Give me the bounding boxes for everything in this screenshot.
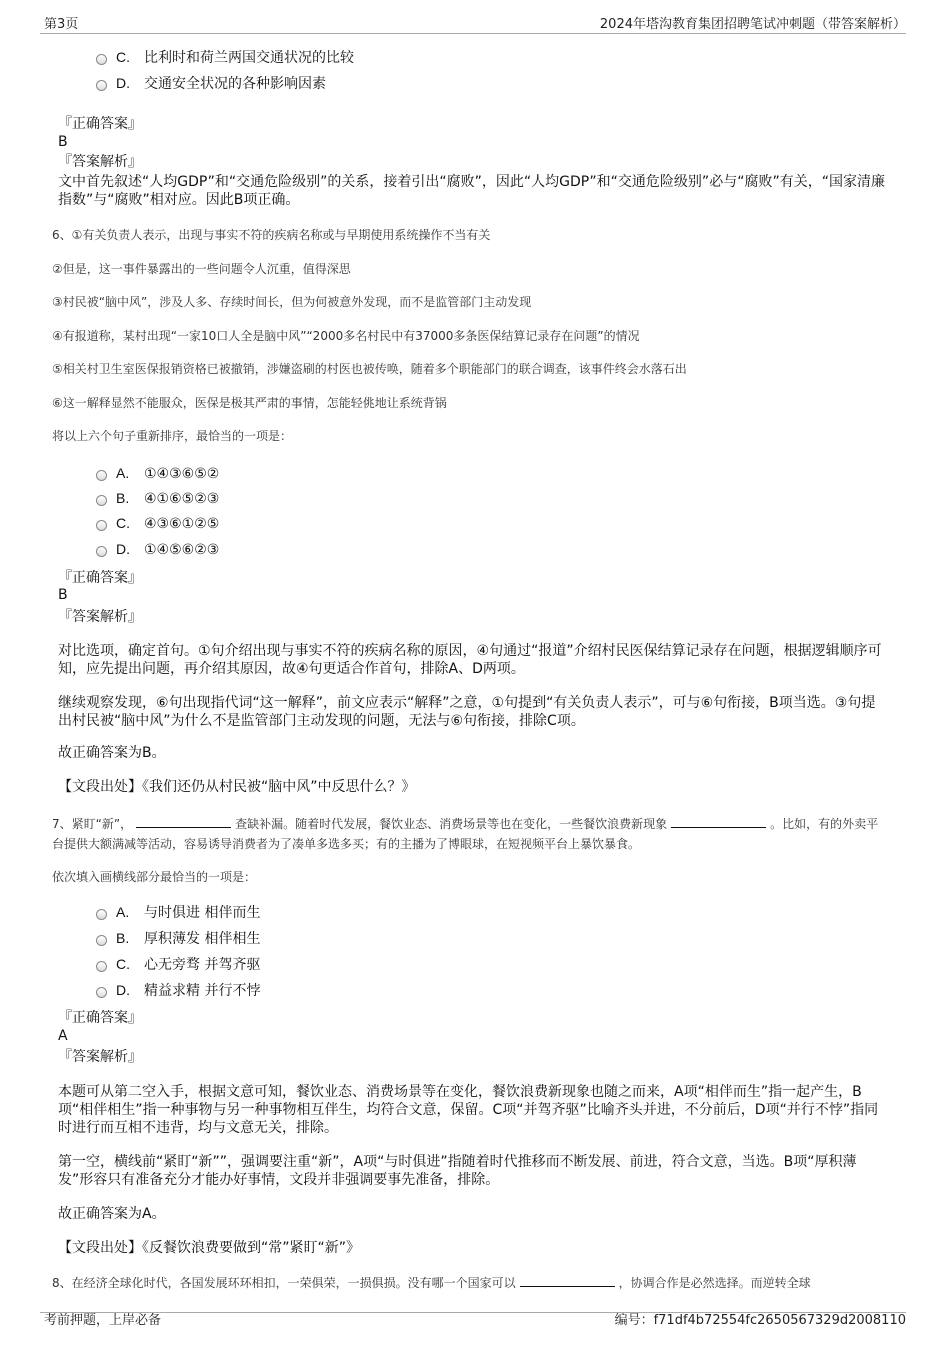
answer-label: 『正确答案』 (58, 116, 142, 132)
option-text: 比利时和荷兰两国交通状况的比较 (144, 50, 354, 66)
q7-prompt: 依次填入画横线部分最恰当的一项是： (52, 870, 257, 884)
option-text: 厚积薄发 相伴相生 (144, 931, 261, 947)
q7-option-a[interactable] (96, 903, 260, 922)
q6-sentence-2: ②但是，这一事件暴露出的一些问题令人沉重，值得深思 (52, 262, 351, 276)
document-code: 编号：f71df4b72554fc2650567329d2008110 (614, 1313, 906, 1328)
q6-prompt: 将以上六个句子重新排序，最恰当的一项是： (52, 429, 293, 443)
q6-sentence-5: ⑤相关村卫生室医保报销资格已被撤销，涉嫌盗刷的村医也被传唤，随着多个职能部门的联合调查，该事件终会水落石出 (52, 362, 687, 376)
q8-stem (52, 1274, 811, 1292)
fill-blank (136, 815, 231, 828)
fill-blank (671, 815, 766, 828)
stem-text: 7、紧盯“新”， (52, 817, 133, 831)
radio-icon[interactable] (96, 495, 107, 506)
option-text: 心无旁骛 并驾齐驱 (144, 957, 261, 973)
radio-icon[interactable] (96, 80, 107, 91)
q6-option-c[interactable] (96, 514, 219, 533)
q7-option-b[interactable] (96, 929, 260, 948)
radio-icon[interactable] (96, 961, 107, 972)
stem-text: 查缺补漏。随着时代发展，餐饮业态、消费场景等也在变化，一些餐饮浪费新现象 (235, 817, 668, 831)
option-letter: D. (116, 982, 130, 998)
option-letter: C. (116, 49, 130, 65)
header-divider (40, 33, 906, 34)
option-letter: D. (116, 75, 130, 91)
analysis-label: 『答案解析』 (58, 1049, 142, 1065)
q6-sentence-6: ⑥这一解释显然不能服众，医保是极其严肃的事情，怎能轻佻地让系统背锅 (52, 396, 447, 410)
stem-text: ，协调合作是必然选择。而逆转全球 (618, 1276, 811, 1290)
analysis-paragraph-3: 故正确答案为A。 (58, 1206, 166, 1222)
radio-icon[interactable] (96, 470, 107, 481)
option-letter: A. (116, 904, 130, 920)
option-letter: A. (116, 465, 130, 481)
option-letter: C. (116, 515, 130, 531)
answer-value: B (58, 587, 68, 603)
footer-slogan: 考前押题，上岸必备 (44, 1313, 162, 1328)
analysis-paragraph-2: 第一空，横线前“紧盯“新””，强调要注重“新”，A项“与时俱进”指随着时代推移而不断发展、前进，符合文意，当选。B项“厚积薄发”形容只有准备充分才能办好事情，文段并非强调要事先准备，排除。 (58, 1154, 857, 1188)
option-text: ①④⑤⑥②③ (144, 542, 220, 558)
answer-label: 『正确答案』 (58, 570, 142, 586)
q6-sentence-1: 6、①有关负责人表示，出现与事实不符的疾病名称或与早期使用系统操作不当有关 (52, 228, 491, 242)
analysis-paragraph-1: 对比选项，确定首句。①句介绍出现与事实不符的疾病名称的原因，④句通过“报道”介绍村民医保结算记录存在问题，根据逻辑顺序可知，应先提出问题，再介绍其原因，故④句更适合作首句，排除A、D两项。 (58, 643, 882, 677)
option-letter: B. (116, 490, 130, 506)
analysis-text: 文中首先叙述“人均GDP”和“交通危险级别”的关系，接着引出“腐败”，因此“人均GDP”和“交通危险级别”必与“腐败”有关，“国家清廉指数”与“腐败”相对应。因此B项正确。 (58, 174, 885, 208)
option-text: ④③⑥①②⑤ (144, 516, 220, 532)
option-text: ①④③⑥⑤② (144, 466, 220, 482)
q6-option-a[interactable] (96, 464, 219, 483)
source-citation: 【文段出处】《反餐饮浪费要做到“常”紧盯“新”》 (58, 1240, 361, 1256)
analysis-paragraph-2: 继续观察发现，⑥句出现指代词“这一解释”，前文应表示“解释”之意，①句提到“有关负责人表示”，可与⑥句衔接，B项当选。③句提出村民被“脑中风”为什么不是监管部门主动发现的问题，无法与⑥句衔接，排除C项。 (58, 695, 876, 729)
radio-icon[interactable] (96, 54, 107, 65)
answer-value: A (58, 1028, 68, 1044)
analysis-paragraph-1: 本题可从第二空入手，根据文意可知，餐饮业态、消费场景等在变化，餐饮浪费新现象也随之而来，A项“相伴而生”指一起产生，B项“相伴相生”指一种事物与另一种事物相互伴生，均符合文意，保留。C项“并驾齐驱”比喻齐头并进，不分前后，D项“并行不悖”指同时进行而互相不违背，均与文意无关，排除。 (58, 1084, 879, 1136)
q5-option-d[interactable] (96, 74, 326, 93)
option-text: 精益求精 并行不悖 (144, 983, 261, 999)
option-letter: B. (116, 930, 130, 946)
fill-blank (520, 1274, 615, 1287)
q7-stem (52, 814, 882, 854)
radio-icon[interactable] (96, 987, 107, 998)
q6-sentence-4: ④有报道称，某村出现“一家10口人全是脑中风”“2000多名村民中有37000多条医保结算记录存在问题”的情况 (52, 329, 640, 343)
option-letter: D. (116, 541, 130, 557)
option-text: 交通安全状况的各种影响因素 (144, 76, 326, 92)
q7-option-c[interactable] (96, 955, 260, 974)
document-title: 2024年塔沟教育集团招聘笔试冲刺题（带答案解析） (599, 17, 906, 32)
q6-option-b[interactable] (96, 489, 219, 508)
q7-option-d[interactable] (96, 981, 260, 1000)
option-text: ④①⑥⑤②③ (144, 491, 220, 507)
radio-icon[interactable] (96, 909, 107, 920)
q5-option-c[interactable] (96, 48, 354, 67)
analysis-label: 『答案解析』 (58, 154, 142, 170)
q6-sentence-3: ③村民被“脑中风”，涉及人多、存续时间长，但为何被意外发现，而不是监管部门主动发现 (52, 295, 532, 309)
source-citation: 【文段出处】《我们还仍从村民被“脑中风”中反思什么？》 (58, 779, 416, 795)
analysis-paragraph-3: 故正确答案为B。 (58, 745, 166, 761)
radio-icon[interactable] (96, 520, 107, 531)
option-text: 与时俱进 相伴而生 (144, 905, 261, 921)
stem-text: 。比如，有的外卖平台提供大额满减等活动，容易诱导消费者为了凑单多选多买；有的主播为了博眼球，在短视频平台上暴饮暴食。 (52, 817, 879, 851)
q6-option-d[interactable] (96, 540, 219, 559)
radio-icon[interactable] (96, 546, 107, 557)
stem-text: 8、在经济全球化时代，各国发展环环相扣，一荣俱荣，一损俱损。没有哪一个国家可以 (52, 1276, 516, 1290)
radio-icon[interactable] (96, 935, 107, 946)
analysis-label: 『答案解析』 (58, 609, 142, 625)
answer-label: 『正确答案』 (58, 1010, 142, 1026)
option-letter: C. (116, 956, 130, 972)
page-number: 第3页 (44, 17, 79, 32)
answer-value: B (58, 134, 68, 150)
